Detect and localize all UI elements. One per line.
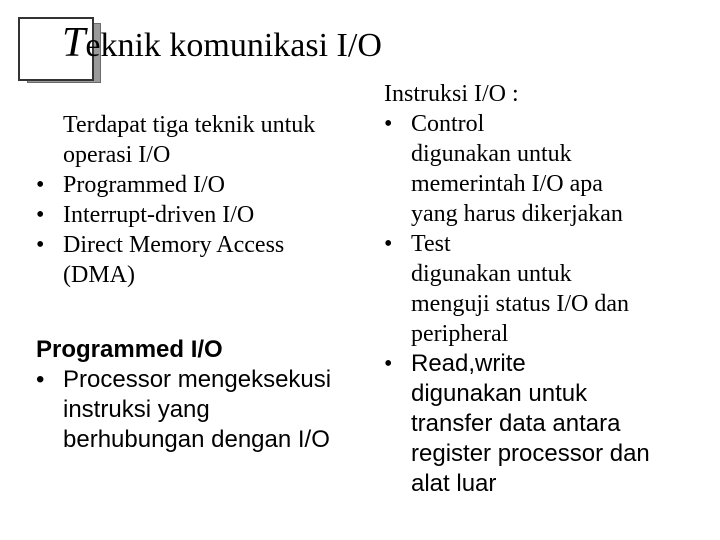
section-item — [36, 365, 346, 455]
section-heading: Programmed I/O — [36, 336, 223, 363]
bullet-icon: • — [384, 351, 393, 377]
left-column — [36, 110, 346, 455]
instruction-label: Control — [411, 111, 485, 137]
bullet-icon: • — [36, 232, 45, 258]
instruction-item — [384, 349, 714, 379]
title-rest: eknik komunikasi I/O — [85, 27, 382, 64]
intro-text: Terdapat tiga teknik untuk operasi I/O — [63, 112, 316, 168]
instruction-label: Test — [411, 231, 451, 257]
title-first-letter: T — [62, 20, 86, 66]
instruction-item — [384, 109, 714, 139]
technique-label: Direct Memory Access (DMA) — [63, 232, 285, 288]
section-item-text: Processor mengeksekusi instruksi yang berhubungan dengan I/O — [63, 366, 332, 453]
instruction-desc: digunakan untuk memerintah I/O apa yang harus dikerjakan — [411, 141, 623, 227]
instruction-label: Read,write — [411, 350, 526, 377]
technique-item — [36, 200, 346, 230]
technique-label: Programmed I/O — [63, 172, 225, 198]
slide-title — [62, 20, 382, 66]
instruction-desc: digunakan untuk menguji status I/O dan peripheral — [411, 261, 629, 347]
technique-item — [36, 170, 346, 200]
bullet-icon: • — [384, 111, 393, 137]
bullet-icon: • — [36, 202, 45, 228]
bullet-icon: • — [384, 231, 393, 257]
instruction-item — [384, 229, 714, 259]
right-column — [384, 79, 714, 499]
technique-item — [36, 230, 346, 290]
bullet-icon: • — [36, 172, 45, 198]
technique-label: Interrupt-driven I/O — [63, 202, 255, 228]
instruction-heading: Instruksi I/O : — [384, 81, 519, 107]
instruction-desc: digunakan untuk transfer data antara register processor dan alat luar — [411, 380, 650, 497]
bullet-icon: • — [36, 366, 45, 393]
